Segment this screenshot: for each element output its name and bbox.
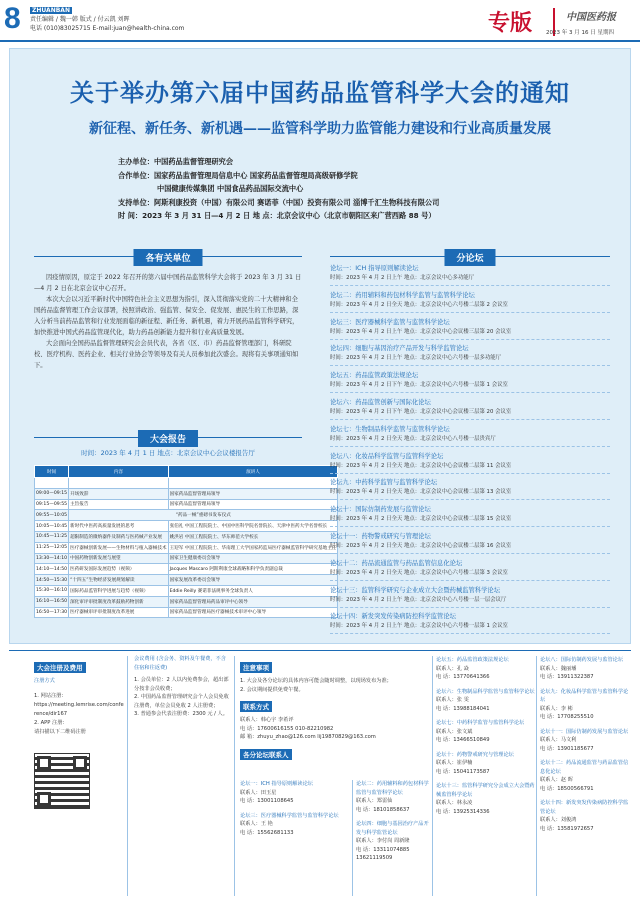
report-time-place: 时间：2023 年 4 月 1 日 地点：北京会议中心会议楼报告厅 <box>81 449 255 457</box>
table-row <box>35 521 338 532</box>
row-time: 16:10—16:50 <box>35 596 69 607</box>
forum-item <box>330 291 610 318</box>
forum-contact-phone: 电 话：13988184041 <box>436 705 490 712</box>
forum-detail: 时间：2023 年 4 月 2 日上午 地点：北京会议中心六号楼一层多功能厅 <box>330 355 502 362</box>
organizer-block <box>118 155 578 223</box>
signup-text: 1. 网站注册： https://meeting.lemrise.com/conference/dir167 2. APP 注册： 请扫描以下二维码注册 <box>34 693 124 735</box>
signup-block <box>34 655 124 809</box>
table-row <box>35 510 338 521</box>
report-header: 大会报告 <box>34 430 302 445</box>
forum-detail: 时间：2023 年 4 月 2 日全天 地点：北京会议中心会议楼二层第 13 会议室 <box>330 489 512 496</box>
forum-contact-name: 联系人：孔 焱 <box>436 665 469 672</box>
forum-item <box>330 344 610 371</box>
forum-contact-phone: 电 话：13466510849 <box>436 737 490 743</box>
forum-detail: 时间：2023 年 4 月 2 日下午 地点：北京会议中心会议楼三层第 20 会议室 <box>330 408 512 415</box>
forum-contact-title: 论坛八：国际仿制药发展与监管论坛 <box>540 657 624 663</box>
forum-contact-phone: 电 话：13581972657 <box>540 825 594 832</box>
forum-item <box>330 398 610 425</box>
forum-item <box>330 586 610 613</box>
forum-contact-title: 论坛六：生物制品科学监管与监管科学论坛 <box>436 688 535 695</box>
forum-separator <box>330 633 610 634</box>
forum-detail: 时间：2023 年 4 月 2 日全天 地点：北京会议中心六号楼二层第 3 会议室 <box>330 569 508 576</box>
forum-contact-title: 论坛七：中药科学监管与监管科学论坛 <box>436 720 525 726</box>
forum-separator <box>330 392 610 393</box>
row-content: 超限制造的微纳器件及制药与医药械产业发展 <box>69 531 168 542</box>
forum-contact-phone: 电 话：15562681133 <box>240 829 294 836</box>
forum-separator <box>330 419 610 420</box>
forum-title: 论坛九：中药科学监管与监管科学论坛 <box>330 479 438 487</box>
forum-separator <box>330 365 610 366</box>
forum-contact-name: 联系人：李 彬 <box>540 705 573 712</box>
row-time: 09:55—10:05 <box>35 510 69 521</box>
background-paragraph: 大会面向全国药品监督管理研究会会员代表，各省（区、市）药品监督管理部门，科研院校、医疗机构、医药企业、相关行业协会等领导及有关人员参加此次盛会。现将有关事项通知如下。 <box>34 340 299 369</box>
forum-separator <box>330 553 610 554</box>
forum-contact-name: 联系人：魏丽璠 <box>540 665 577 672</box>
forum-contact-title: 论坛四：细胞与基因治疗产品开发与科学监管论坛 <box>356 821 429 836</box>
forum-contact-item <box>436 656 536 682</box>
row-speaker: 国家卫生健康委员会领导 <box>168 553 338 564</box>
table-row <box>35 531 338 542</box>
table-row <box>35 488 338 499</box>
forum-title: 论坛十二：药品流通监管与药品监管信息化论坛 <box>330 559 463 567</box>
footer-divider <box>9 650 631 651</box>
footer-column-divider <box>432 656 433 896</box>
forum-contact-item <box>436 719 536 745</box>
forum-title: 论坛十三：监管科学研究与企业成立大会暨药械监管科学论坛 <box>330 586 501 594</box>
col-speaker: 演讲人 <box>168 466 338 478</box>
forum-contact-title: 论坛十一：国际仿制药发展与监管论坛 <box>540 728 629 735</box>
issue-date: 2023 年 3 月 16 日 星期四 <box>546 30 614 36</box>
forum-title: 论坛十：国际仿制药发展与监管论坛 <box>330 506 431 514</box>
row-speaker: 国家发展改革委员会领导 <box>168 575 338 586</box>
row-content: 深化审评审批制度改革鼓励药物创新 <box>69 596 168 607</box>
forum-contact-title: 论坛一：ICH 指导原则解读论坛 <box>240 781 313 787</box>
contact-line: 电话 (010)83025715 E-mail:juan@health-china.com <box>30 25 185 32</box>
forum-detail: 时间：2023 年 4 月 2 日下午 地点：北京会议中心六号楼一层第 1 会议室 <box>330 382 508 389</box>
contact-email[interactable]: 邮 箱：zhuyu_zhao@126.com lij19870829@163.com <box>240 734 376 740</box>
forum-separator <box>330 607 610 608</box>
forum-item <box>330 478 610 505</box>
forum-separator <box>330 473 610 474</box>
forum-detail: 时间：2023 年 4 月 2 日全天 地点：北京会议中心会议楼二层第 16 会议室 <box>330 542 512 549</box>
forum-detail: 时间：2023 年 4 月 2 日上午 地点：北京会议中心八号楼一层一层会议厅 <box>330 596 507 603</box>
row-content: 国际药品监管科学进展与趋势（视频） <box>69 585 168 596</box>
forum-contact-header: 各分论坛联系人 <box>240 749 292 760</box>
column-code: ZHUANBAN <box>32 7 70 14</box>
signup-header: 大会注册及费用 <box>34 662 86 673</box>
background-paragraph: 因疫情原因，原定于 2022 年召开的第六届中国药品监管科学大会将于 2023 年 3 月 31 日—4 月 2 日在北京会议中心召开。 <box>34 274 302 292</box>
table-row <box>35 542 338 553</box>
table-row <box>35 607 338 618</box>
contact-header: 联系方式 <box>240 701 272 712</box>
forum-detail: 时间：2023 年 4 月 2 日全天 地点：北京会议中心会议楼二层第 15 会议室 <box>330 516 512 523</box>
forum-contact-phone: 电 话：17708255510 <box>540 714 594 720</box>
row-speaker: Eddie Reilly 赛诺菲法规事务全球负责人 <box>168 585 338 596</box>
row-content: 医疗器械审评审批制度改革进展 <box>69 607 168 618</box>
forum-contact-item <box>540 728 632 754</box>
row-content: 主旨报告 <box>69 499 168 510</box>
forum-contact-name: 联系人：张 雯 <box>436 697 469 703</box>
host-line: 主办单位：中国药品监督管理研究会 <box>118 157 234 166</box>
forum-contact-name: 联系人：马文利 <box>540 737 577 743</box>
forum-contact-name: 联系人：林永凌 <box>436 800 473 806</box>
forum-contact-phone: 电 话：13911322387 <box>540 674 594 680</box>
forum-contact-item <box>436 782 536 816</box>
forum-contact-title: 论坛十：药物警戒研究与管理论坛 <box>436 751 514 758</box>
forum-contact-column <box>436 656 536 822</box>
col-time: 时间 <box>35 466 69 478</box>
background-header: 各有关单位 <box>34 249 302 264</box>
row-speaker: 张伯礼 中国工程院院士、中国中医科学院名誉院长、天津中医药大学名誉校长 <box>168 521 338 532</box>
forum-contact-phone: 电 话：13925314336 <box>436 808 490 815</box>
forum-title: 论坛十一：药物警戒研究与管理论坛 <box>330 532 431 540</box>
table-row <box>35 553 338 564</box>
forum-contact-item <box>540 656 632 682</box>
background-text <box>34 272 302 371</box>
row-speaker: 国家药品监督管理局领导 <box>168 488 338 499</box>
forum-title: 论坛六：药品监管创新与国际化论坛 <box>330 398 431 406</box>
table-row <box>35 564 338 575</box>
row-time: 09:00—09:15 <box>35 488 69 499</box>
forum-detail: 时间：2023 年 4 月 2 日全天 地点：北京会议中心六号楼二层第 2 会议室 <box>330 301 508 308</box>
forum-title: 论坛七：生物制品科学监管与监管科学论坛 <box>330 425 450 433</box>
forum-contact-name: 联系人：王 艳 <box>240 821 273 827</box>
row-time <box>35 478 69 489</box>
forum-contact-name: 联系人：崔伊楠 <box>436 760 473 766</box>
forum-detail: 时间：2023 年 4 月 2 日上午 地点：北京会议中心六号楼一层第 1 会议室 <box>330 623 508 630</box>
forum-contact-item <box>356 820 432 863</box>
forum-contact-item <box>436 688 536 714</box>
row-time: 11:25—12:05 <box>35 542 69 553</box>
forum-contact-item <box>540 688 632 722</box>
forum-item <box>330 452 610 479</box>
footer-column-divider <box>127 656 128 896</box>
row-content: “十四五”生物经济发展规划解读 <box>69 575 168 586</box>
row-time: 16:50—17:30 <box>35 607 69 618</box>
footer-column-divider <box>352 780 353 896</box>
fee-text: 1. 会员单位：2 人以内免费参会，超出部分按非会员收费； 2. 中国药品监督管理研究会个人会员免收注册费，单位会员免收 2 人注册费； 3. 普通参会代表注册费：2300 元 / 人。 <box>134 677 229 717</box>
forum-contact-title: 论坛十三：监管科学研究分会成立大会暨药械监管科学论坛 <box>436 783 535 798</box>
partner-line: 合作单位：国家药品监督管理局信息中心 国家药品监督管理局高级研修学院 <box>118 170 358 180</box>
forum-contact-name: 联系人：刘俊鸿 <box>540 817 577 823</box>
signup-subheader: 注册方式 <box>34 678 55 684</box>
editor-line: 责任编辑 / 魏一韩 版式 / 付云凯 刘晖 <box>30 16 130 23</box>
forum-contact-title: 论坛五：药品监管政策法规论坛 <box>436 657 509 663</box>
notice-header: 注意事项 <box>240 662 272 673</box>
forum-contact-name: 联系人：李付岗 周新隆 <box>356 838 410 844</box>
row-content <box>69 478 168 489</box>
notice-block <box>240 655 420 761</box>
notice-subtitle: 新征程、新任务、新机遇——监管科学助力监管能力建设和行业高质量发展 <box>89 121 551 137</box>
row-speaker: 国家药品监督管理局医疗器械技术审评中心领导 <box>168 607 338 618</box>
forum-item <box>330 425 610 452</box>
table-row <box>35 596 338 607</box>
row-speaker: 国家药品监督管理局药品审评中心领导 <box>168 596 338 607</box>
forum-separator <box>330 446 610 447</box>
forum-contact-name: 联系人：田玉星 <box>240 789 277 796</box>
footer-column-divider <box>234 656 235 896</box>
forum-contact-name: 联系人：赵 晖 <box>540 777 573 783</box>
forum-item <box>330 505 610 532</box>
forum-contact-phone: 电 话：15041173587 <box>436 768 490 775</box>
table-row <box>35 575 338 586</box>
table-row <box>35 585 338 596</box>
fee-header: 会议费用 <box>134 656 155 662</box>
support-line: 支持单位：阿斯利康投资（中国）有限公司 赛诺菲（中国）投资有限公司 淄博千汇生物科技有限公司 <box>118 197 440 207</box>
forum-item <box>330 559 610 586</box>
forum-detail: 时间：2023 年 4 月 2 日全天 地点：北京会议中心八号楼一层贵宾厅 <box>330 435 496 442</box>
forum-contact-phone: 电 话：13770641366 <box>436 674 490 680</box>
forum-title: 论坛四：细胞与基因治疗产品开发与科学监管论坛 <box>330 345 469 353</box>
forum-title: 论坛三：医疗器械科学监管与监管科学论坛 <box>330 318 450 326</box>
forum-separator <box>330 580 610 581</box>
contact-text: 联系人：韩心宇 李希评 电 话：17600616155 010-82210982 邮 箱：zhuyu_zhao@126.com lij19870829@163.com <box>240 716 420 742</box>
forum-contact-name: 联系人：张文斌 <box>436 728 473 735</box>
row-time: 15:30—16:10 <box>35 585 69 596</box>
partner-line-2: 中国健康传媒集团 中国食品药品国际交流中心 <box>157 184 304 193</box>
row-speaker: Jacques Mascaro 阿斯利康全球战略和科学负责副总裁 <box>168 564 338 575</box>
forum-contact-column <box>356 780 432 869</box>
forum-contact-phone: 电 话：13311074885 13621119509 <box>356 846 410 861</box>
row-content: 新时代中医药高质量发展的思考 <box>69 521 168 532</box>
forum-contact-title: 论坛九：化妆品科学监管与监管科学论坛 <box>540 688 629 703</box>
notice-text: 1. 大会及各分论坛的具体内容可能会随时调整，以现场发布为准； 2. 会议期间提供免费午餐。 <box>240 678 392 693</box>
row-content: “药品一械”重磅书发布仪式 <box>69 510 338 521</box>
forum-contact-title: 论坛十四：新发突发传染病防控科学监管论坛 <box>540 800 629 815</box>
section-title: 专版 <box>488 11 533 36</box>
row-speaker: 王迎军 中国工程院院士、华南理工大学国家药监局医疗器械监管科学研究基地主任 <box>168 542 338 553</box>
footer-column-divider <box>536 656 537 896</box>
forum-contact-title: 论坛十二：药品流通监管与药品监管信息化论坛 <box>540 760 629 775</box>
row-speaker <box>168 478 338 489</box>
row-time: 14:50—15:30 <box>35 575 69 586</box>
forum-list <box>330 264 610 639</box>
forum-title: 论坛十四：新发突发传染病防控科学监管论坛 <box>330 613 456 621</box>
table-row <box>35 478 338 489</box>
row-time: 09:15—09:55 <box>35 499 69 510</box>
forum-contact-item <box>436 751 536 777</box>
forum-contact-item <box>356 780 432 814</box>
forum-detail: 时间：2023 年 4 月 2 日上午 地点：北京会议中心会议楼三层第 20 会议室 <box>330 328 512 335</box>
forum-separator <box>330 285 610 286</box>
forum-separator <box>330 499 610 500</box>
forum-contact-title: 论坛二：药用辅料和药包材科学监管与监管科学论坛 <box>356 781 429 796</box>
forum-contact-item <box>540 799 632 833</box>
signup-url[interactable]: https://meeting.lemrise.com/conference/dir167 <box>34 702 124 717</box>
row-content: 医疗器械创新发展——生物材料与植入器械技术 <box>69 542 168 553</box>
table-row <box>35 499 338 510</box>
forum-contact-item <box>240 780 352 806</box>
forum-item <box>330 318 610 345</box>
registration-qr-code[interactable] <box>34 753 90 809</box>
forum-contact-phone: 电 话：18500566791 <box>540 785 594 792</box>
row-content: 医药研发国际发展趋势（视频） <box>69 564 168 575</box>
row-time: 10:05—10:45 <box>35 521 69 532</box>
forum-title: 论坛八：化妆品科学监管与监管科学论坛 <box>330 452 444 460</box>
forum-contact-phone: 电 话：13001108645 <box>240 798 294 804</box>
forum-detail: 时间：2023 年 4 月 2 日全天 地点：北京会议中心会议楼二层第 11 会议室 <box>330 462 512 469</box>
row-time: 13:30—14:10 <box>35 553 69 564</box>
col-content: 内容 <box>69 466 168 478</box>
forum-item <box>330 264 610 291</box>
forum-contact-column <box>240 780 352 843</box>
row-time: 10:45—11:25 <box>35 531 69 542</box>
forum-title: 论坛五：药品监管政策法规论坛 <box>330 372 419 380</box>
forum-separator <box>330 312 610 313</box>
forum-separator <box>330 526 610 527</box>
forum-contact-item <box>540 759 632 793</box>
forum-title: 论坛一：ICH 指导原则解读论坛 <box>330 265 419 272</box>
fee-note: (含会务、资料及午餐费，不含住宿和往返费) <box>134 656 226 671</box>
page-meta <box>30 6 184 33</box>
forum-separator <box>330 339 610 340</box>
forum-contact-name: 联系人：郑雷仙 <box>356 798 393 804</box>
row-content: 中国药物创新发展与展望 <box>69 553 168 564</box>
forum-contact-column <box>540 656 632 839</box>
row-time: 14:10—14:50 <box>35 564 69 575</box>
forum-item <box>330 532 610 559</box>
forum-contact-title: 论坛三：医疗器械科学监管与监管科学论坛 <box>240 812 339 819</box>
forum-contact-phone: 电 话：13901185677 <box>540 745 594 752</box>
fee-block <box>134 655 230 719</box>
row-speaker: 国家药品监督管理局领导 <box>168 499 338 510</box>
forum-item <box>330 612 610 639</box>
row-speaker: 姚洪岩 中国工程院院士、华东师范大学校长 <box>168 531 338 542</box>
forum-title: 论坛二：药用辅料和药包材科学监管与监管科学论坛 <box>330 291 475 299</box>
report-schedule-table <box>34 465 338 618</box>
notice-title: 关于举办第六届中国药品监管科学大会的通知 <box>70 79 570 107</box>
forum-header: 分论坛 <box>330 249 610 264</box>
background-paragraph: 本次大会以习近平新时代中国特色社会主义思想为指引，深入贯彻落实党的二十大精神和全国药品监督管理工作会议部署，按照讲政治、强监管、保安全、促发展、惠民生的工作思路，深入分析当前药品监管和行业发展面临的新征程、新任务、新机遇，着力开展药品监管科学研究，加快推进中国式药品监管现代化，助力药品创新能力提升和行业高质量发展。 <box>34 296 299 336</box>
forum-detail: 时间：2023 年 4 月 2 日上午 地点：北京会议中心多功能厅 <box>330 275 475 281</box>
row-content: 开场致辞 <box>69 488 168 499</box>
forum-contact-phone: 电 话：18101858637 <box>356 806 410 813</box>
newspaper-brand: 中国医药报 <box>566 12 616 23</box>
forum-contact-item <box>240 812 352 838</box>
forum-item <box>330 371 610 398</box>
time-place-line: 时 间：2023 年 3 月 31 日—4 月 2 日 地 点：北京会议中心（北京市朝阳区来广营西路 88 号） <box>118 211 436 220</box>
page-number: 8 <box>4 2 21 35</box>
